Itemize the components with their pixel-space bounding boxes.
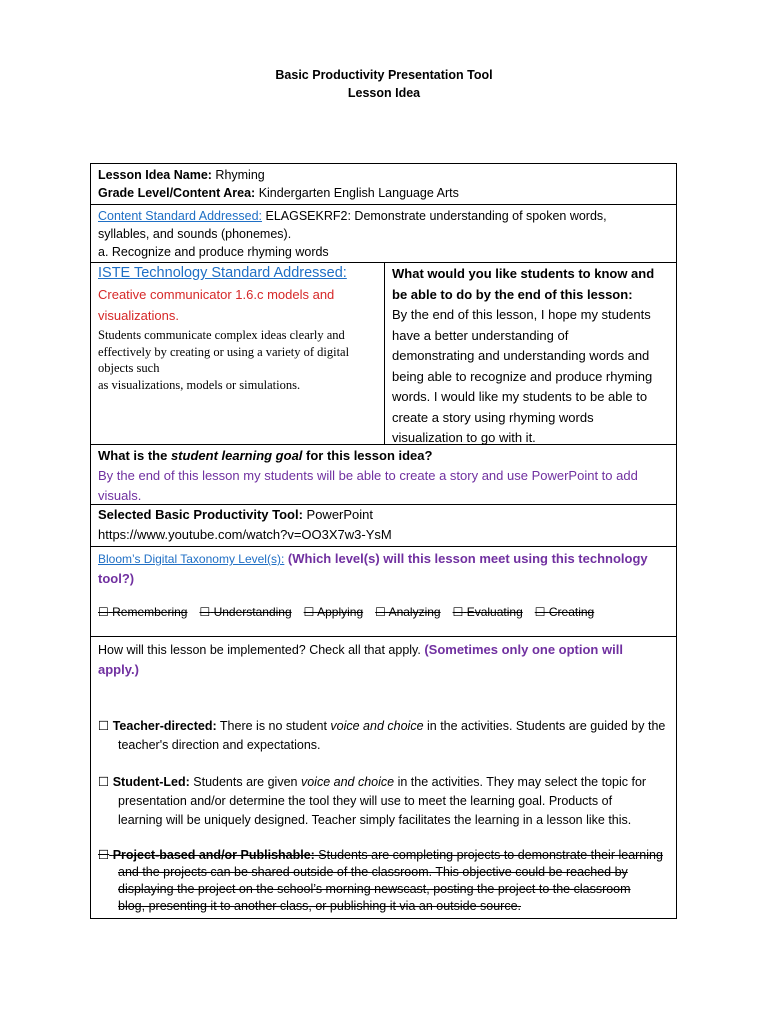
teacher-directed-em: voice and choice [330, 719, 424, 733]
know-do-answer-line3: demonstrating and understanding words and [392, 348, 650, 363]
know-do-answer-line5: words. I would like my students to be able to [392, 389, 648, 404]
teacher-directed-text-b: in the activities. Students are guided by the [423, 719, 666, 733]
tool-url[interactable]: https://www.youtube.com/watch?v=OO3X7w3-YsM [98, 527, 392, 542]
implementation-row [91, 636, 676, 918]
know-do-answer-line2: have a better understanding of [392, 327, 569, 343]
teacher-directed-label: Teacher-directed: [112, 719, 217, 733]
iste-red-line2: visualizations. [98, 308, 179, 323]
blooms-level-evaluating[interactable] [453, 603, 523, 621]
know-do-answer-line4: being able to recognize and produce rhyming [392, 368, 653, 384]
know-do-answer-line6: create a story using rhyming words [392, 409, 594, 425]
teacher-directed-text-a: There is no student [216, 719, 331, 733]
content-standard-link[interactable]: Content Standard Addressed: [98, 209, 263, 223]
blooms-level-checkbox[interactable]: ☐ [199, 605, 211, 619]
content-standard-line2: syllables, and sounds (phonemes). [98, 227, 292, 241]
blooms-level-label: Evaluating [466, 605, 523, 619]
lesson-table [90, 163, 677, 919]
implementation-question: How will this lesson be implemented? Check all that apply. [98, 643, 425, 657]
learning-goal-q-pre: What is the [98, 448, 171, 463]
document-title [0, 66, 768, 102]
blooms-level-checkbox[interactable]: ☐ [534, 605, 546, 619]
iste-standard-link[interactable]: ISTE Technology Standard Addressed: [98, 265, 347, 281]
grade-level-value: Kindergarten English Language Arts [255, 186, 459, 200]
blooms-level-checkbox[interactable]: ☐ [452, 605, 464, 619]
blooms-level-understanding[interactable] [199, 603, 291, 621]
content-standard-line3: a. Recognize and produce rhyming words [98, 245, 329, 259]
teacher-directed-line2: teacher's direction and expectations. [118, 738, 321, 752]
iste-red-line1: Creative communicator 1.6.c models and [98, 287, 335, 302]
student-led-em: voice and choice [300, 775, 395, 789]
implementation-note-line1: (Sometimes only one option will [424, 642, 623, 657]
iste-desc-line2: effectively by creating or using a variety of digital [98, 344, 350, 359]
know-do-cell [385, 263, 676, 449]
tool-line [98, 505, 669, 525]
student-led-line2: presentation and/or determine the tool they will use to meet the learning goal. Products of [118, 794, 613, 808]
student-led-label: Student-Led: [112, 775, 190, 789]
blooms-level-remembering[interactable] [98, 603, 187, 621]
iste-row [91, 262, 676, 444]
tool-row [91, 504, 676, 546]
document-title-line2: Lesson Idea [347, 86, 421, 100]
iste-desc-line4: as visualizations, models or simulations. [98, 377, 301, 392]
project-based-label: Project-based and/or Publishable: [112, 848, 315, 862]
blooms-level-label: Remembering [112, 605, 188, 619]
implementation-note-line2: apply.) [98, 662, 139, 677]
blooms-levels [98, 603, 669, 621]
iste-cell [91, 263, 384, 393]
blooms-level-label: Applying [317, 605, 364, 619]
tool-value: PowerPoint [302, 507, 374, 522]
project-based-line1: Students are completing projects to demonstrate their learning [314, 848, 663, 862]
student-led-text-b: in the activities. They may select the topic for [394, 775, 647, 789]
student-led-line3: learning will be uniquely designed. Teacher simply facilitates the learning in a lesson like this. [118, 813, 632, 827]
iste-desc-line1: Students communicate complex ideas clearly and [98, 328, 345, 342]
blooms-question-line1: (Which level(s) will this lesson meet using this technology [284, 551, 648, 566]
learning-goal-row [91, 444, 676, 504]
know-do-answer-line1: By the end of this lesson, I hope my students [392, 307, 651, 322]
learning-goal-q-em: student learning goal [170, 448, 303, 463]
lesson-name-label: Lesson Idea Name: [98, 168, 212, 182]
content-standard-line1 [98, 207, 669, 225]
teacher-directed-checkbox[interactable]: ☐ [98, 718, 110, 733]
blooms-line1 [98, 549, 669, 569]
lesson-header-row [91, 164, 676, 204]
option-student-led[interactable] [98, 772, 669, 830]
blooms-level-label: Creating [548, 605, 595, 619]
grade-level-line [98, 184, 669, 202]
lesson-name-value: Rhyming [211, 168, 265, 182]
project-based-line3: displaying the project on the school’s morning newscast, posting the project to the classroom [118, 882, 631, 896]
student-led-text-a: Students are given [189, 775, 301, 789]
blooms-level-checkbox[interactable]: ☐ [98, 605, 109, 619]
option-teacher-directed[interactable] [98, 716, 669, 755]
know-do-question-line1: What would you like students to know and [392, 266, 655, 281]
iste-desc-line3: objects such [98, 361, 160, 375]
project-based-line2: and the projects can be shared outside of the classroom. This objective could be reached by [118, 865, 628, 879]
blooms-level-applying[interactable] [304, 603, 363, 621]
learning-goal-answer-line1: By the end of this lesson my students will be able to create a story and use PowerPoint to add [98, 468, 638, 483]
learning-goal-q-post: for this lesson idea? [302, 448, 433, 463]
blooms-row [91, 546, 676, 636]
blooms-level-label: Understanding [213, 605, 292, 619]
blooms-level-checkbox[interactable]: ☐ [375, 605, 386, 619]
lesson-name-line [98, 166, 669, 184]
project-based-line4: blog, presenting it to another class, or publishing it via an outside source. [118, 899, 522, 913]
learning-goal-question [98, 446, 669, 466]
know-do-question-line2: be able to do by the end of this lesson: [392, 286, 633, 302]
blooms-question-line2: tool?) [98, 571, 135, 586]
content-standard-row [91, 204, 676, 262]
document-title-line1: Basic Productivity Presentation Tool [275, 68, 493, 82]
know-do-answer-line7: visualization to go with it. [392, 430, 536, 445]
implementation-question-line1 [98, 640, 669, 660]
student-led-checkbox[interactable]: ☐ [98, 774, 110, 789]
blooms-level-label: Analyzing [388, 605, 441, 619]
content-standard-text: ELAGSEKRF2: Demonstrate understanding of spoken words, [262, 209, 607, 223]
project-based-checkbox[interactable]: ☐ [98, 847, 110, 862]
blooms-level-checkbox[interactable]: ☐ [303, 605, 315, 619]
option-project-based[interactable] [98, 846, 669, 915]
blooms-link[interactable]: Bloom’s Digital Taxonomy Level(s): [98, 552, 285, 566]
tool-label: Selected Basic Productivity Tool: [98, 507, 303, 522]
learning-goal-answer-line2: visuals. [98, 488, 142, 503]
blooms-level-analyzing[interactable] [375, 603, 440, 621]
blooms-level-creating[interactable] [535, 603, 594, 621]
grade-level-label: Grade Level/Content Area: [98, 186, 256, 200]
